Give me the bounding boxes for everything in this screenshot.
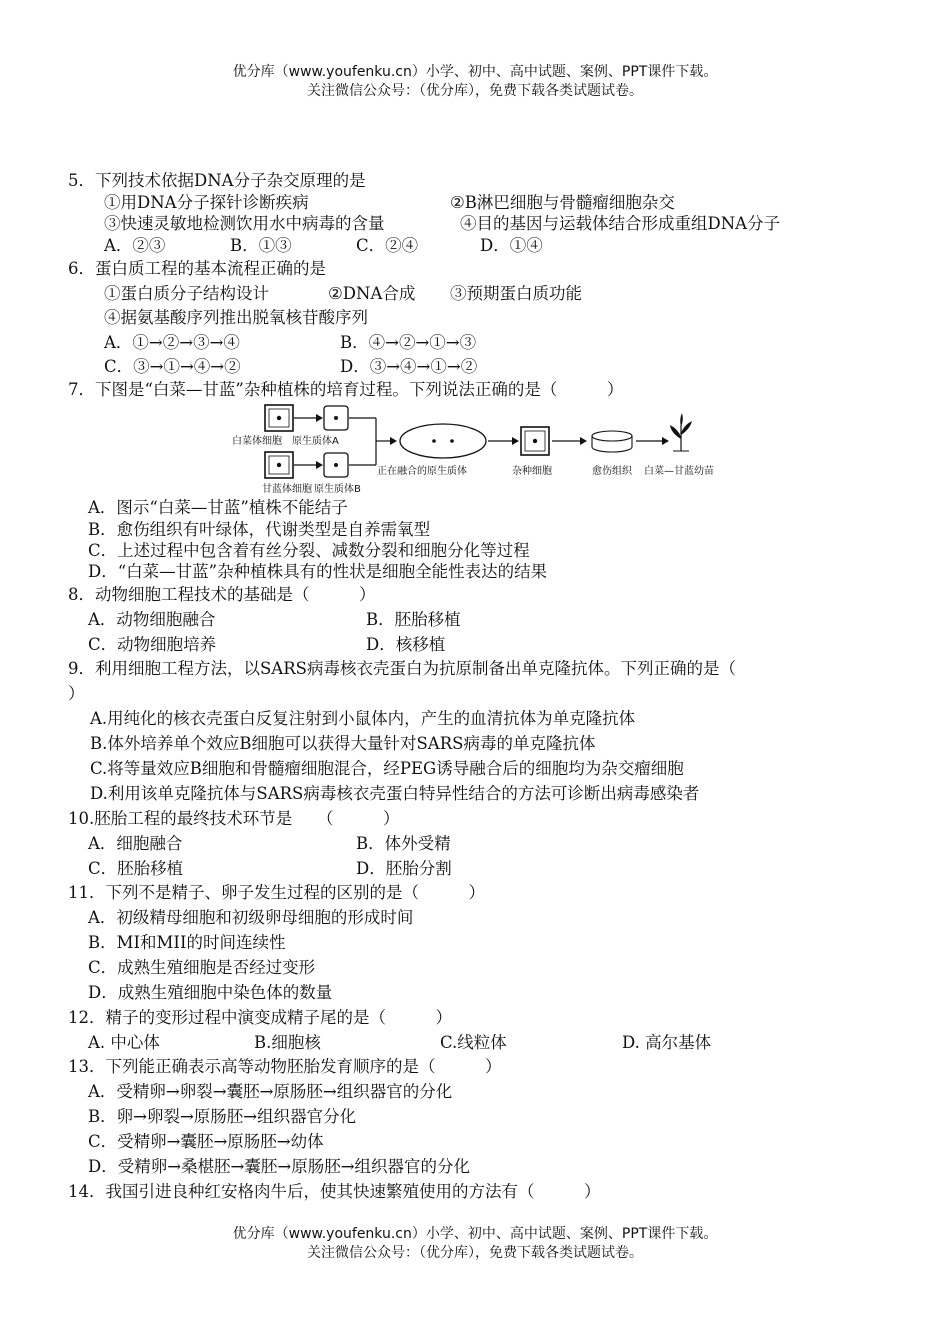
page-footer-line1: 优分库（www.youfenku.cn）小学、初中、高中试题、案例、PPT课件下载。	[232, 1226, 718, 1242]
q5-stem: 5．下列技术依据DNA分子杂交原理的是	[68, 171, 366, 190]
label-kale-cell: 甘蓝体细胞	[262, 484, 312, 495]
q9-option-b: B.体外培养单个效应B细胞可以获得大量针对SARS病毒的单克隆抗体	[90, 734, 596, 753]
q7-option-b: B．愈伤组织有叶绿体，代谢类型是自养需氧型	[88, 520, 431, 539]
q6-option-a: A．①→②→③→④	[104, 333, 240, 352]
q6-option-b: B．④→②→①→③	[340, 333, 477, 352]
q8-option-c: C．动物细胞培养	[88, 635, 217, 654]
q12-option-b: B.细胞核	[254, 1033, 321, 1052]
q5-option-c: C．②④	[356, 236, 419, 255]
q14-stem: 14．我国引进良种红安格肉牛后，使其快速繁殖使用的方法有（ ）	[68, 1182, 601, 1201]
cabbage-cell-icon	[265, 405, 293, 431]
seedling-icon	[670, 413, 692, 451]
q11-stem: 11．下列不是精子、卵子发生过程的区别的是（ ）	[68, 883, 485, 902]
q5-item1: ①用DNA分子探针诊断疾病	[104, 193, 309, 212]
q12-stem: 12．精子的变形过程中演变成精子尾的是（ ）	[68, 1008, 452, 1027]
q5-option-a: A．②③	[104, 236, 166, 255]
q12-option-a: A. 中心体	[88, 1033, 160, 1052]
page-header-line2: 关注微信公众号：（优分库），免费下载各类试题试卷。	[307, 83, 643, 99]
protoplast-a-icon	[324, 406, 348, 430]
label-protoplast-a: 原生质体A	[292, 436, 339, 447]
q13-option-b: B．卵→卵裂→原肠胚→组织器官分化	[88, 1107, 357, 1126]
kale-cell-icon	[265, 452, 293, 478]
q5-item4: ④目的基因与运载体结合形成重组DNA分子	[460, 214, 781, 233]
label-hybrid-cell: 杂种细胞	[512, 466, 552, 477]
q6-item2: ②DNA合成	[328, 284, 416, 303]
q5-option-d: D．①④	[480, 236, 543, 255]
label-fusing-protoplast: 正在融合的原生质体	[377, 466, 467, 477]
page-header-line1: 优分库（www.youfenku.cn）小学、初中、高中试题、案例、PPT课件下载。	[232, 64, 718, 80]
q8-option-a: A．动物细胞融合	[88, 610, 216, 629]
q7-stem: 7．下图是“白菜—甘蓝”杂种植株的培育过程。下列说法正确的是（ ）	[68, 380, 624, 399]
q10-option-d: D．胚胎分割	[356, 859, 452, 878]
q10-option-a: A．细胞融合	[88, 834, 183, 853]
q7-option-c: C．上述过程中包含着有丝分裂、减数分裂和细胞分化等过程	[88, 541, 530, 560]
q9-option-c: C.将等量效应B细胞和骨髓瘤细胞混合，经PEG诱导融合后的细胞均为杂交瘤细胞	[90, 759, 684, 778]
hybrid-cell-icon	[521, 427, 549, 455]
q8-stem: 8．动物细胞工程技术的基础是（ ）	[68, 585, 376, 604]
q11-option-c: C．成熟生殖细胞是否经过变形	[88, 958, 316, 977]
label-seedling: 白菜—甘蓝幼苗	[644, 466, 714, 477]
q10-stem: 10.胚胎工程的最终技术环节是 （ ）	[68, 809, 400, 828]
label-cabbage-cell: 白菜体细胞	[232, 436, 282, 447]
q11-option-b: B．MI和MII的时间连续性	[88, 933, 286, 952]
q5-option-b: B．①③	[230, 236, 292, 255]
protoplast-b-icon	[324, 453, 348, 477]
q6-item3: ③预期蛋白质功能	[450, 284, 582, 303]
label-callus: 愈伤组织	[592, 466, 632, 477]
q6-option-c: C．③→①→④→②	[104, 357, 241, 376]
q8-option-d: D．核移植	[366, 635, 446, 654]
q13-option-a: A．受精卵→卵裂→囊胚→原肠胚→组织器官的分化	[88, 1082, 453, 1101]
q6-option-d: D．③→④→①→②	[340, 357, 478, 376]
q7-option-a: A．图示“白菜—甘蓝”植株不能结子	[88, 498, 348, 517]
q11-option-a: A．初级精母细胞和初级卵母细胞的形成时间	[88, 908, 414, 927]
label-protoplast-b: 原生质体B	[314, 484, 361, 495]
q9-option-a: A.用纯化的核衣壳蛋白反复注射到小鼠体内，产生的血清抗体为单克隆抗体	[90, 709, 636, 728]
q9-option-d: D.利用该单克隆抗体与SARS病毒核衣壳蛋白特异性结合的方法可诊断出病毒感染者	[90, 784, 700, 803]
q5-item2: ②B淋巴细胞与骨髓瘤细胞杂交	[450, 193, 675, 212]
callus-dish-icon	[592, 431, 632, 452]
q6-item1: ①蛋白质分子结构设计	[104, 284, 269, 303]
q7-option-d: D．“白菜—甘蓝”杂种植株具有的性状是细胞全能性表达的结果	[88, 562, 548, 581]
q10-option-b: B．体外受精	[356, 834, 451, 853]
q10-option-c: C．胚胎移植	[88, 859, 184, 878]
q9-stem-line2: ）	[68, 684, 85, 703]
q13-option-c: C．受精卵→囊胚→原肠胚→幼体	[88, 1132, 324, 1151]
q13-option-d: D．受精卵→桑椹胚→囊胚→原肠胚→组织器官的分化	[88, 1157, 471, 1176]
q6-stem: 6．蛋白质工程的基本流程正确的是	[68, 259, 326, 278]
q11-option-d: D．成熟生殖细胞中染色体的数量	[88, 983, 333, 1002]
q12-option-c: C.线粒体	[440, 1033, 507, 1052]
q6-item4: ④据氨基酸序列推出脱氧核苷酸序列	[104, 308, 368, 327]
page-footer-line2: 关注微信公众号：（优分库），免费下载各类试题试卷。	[307, 1245, 643, 1261]
q9-stem-line1: 9．利用细胞工程方法，以SARS病毒核衣壳蛋白为抗原制备出单克隆抗体。下列正确的是（	[68, 659, 736, 678]
q8-option-b: B．胚胎移植	[366, 610, 461, 629]
fusing-protoplast-icon	[400, 424, 486, 458]
q13-stem: 13．下列能正确表示高等动物胚胎发育顺序的是（ ）	[68, 1057, 502, 1076]
q12-option-d: D. 高尔基体	[622, 1033, 712, 1052]
q5-item3: ③快速灵敏地检测饮用水中病毒的含量	[104, 214, 385, 233]
cabbage-kale-hybrid-figure	[230, 403, 760, 498]
